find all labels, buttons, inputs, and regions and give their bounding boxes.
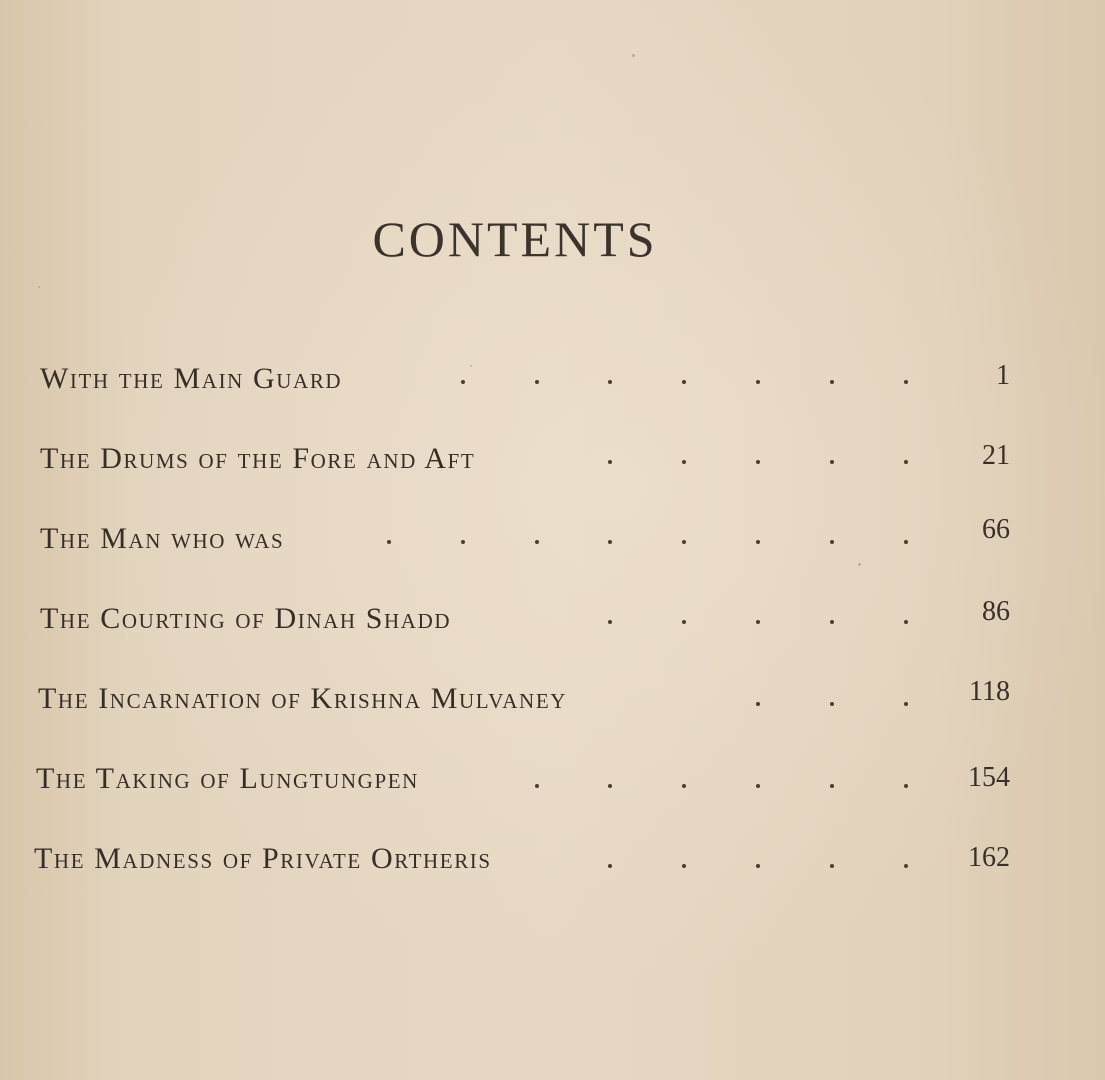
toc-entry-title: With the Main Guard xyxy=(40,362,343,395)
toc-entry xyxy=(0,514,1105,558)
leader-dot xyxy=(682,540,686,544)
toc-entry xyxy=(0,678,1105,718)
leader-dot xyxy=(535,380,539,384)
dot-leaders xyxy=(0,758,1105,798)
leader-dot xyxy=(682,864,686,868)
leader-dot xyxy=(535,540,539,544)
leader-dot xyxy=(461,380,465,384)
leader-dot xyxy=(682,784,686,788)
leader-dot xyxy=(682,460,686,464)
toc-entry-title: The Drums of the Fore and Aft xyxy=(40,442,476,475)
toc-entry-title: The Taking of Lungtungpen xyxy=(36,762,419,795)
leader-dot xyxy=(904,380,908,384)
toc-page-number: 118 xyxy=(969,676,1010,707)
toc-entry xyxy=(0,358,1105,398)
leader-dot xyxy=(830,460,834,464)
leader-dot xyxy=(756,784,760,788)
toc-entry-title: The Courting of Dinah Shadd xyxy=(40,602,452,635)
leader-dot xyxy=(608,540,612,544)
toc-page-number: 21 xyxy=(982,440,1010,471)
paper-speck xyxy=(38,286,40,288)
dot-leaders xyxy=(0,598,1105,638)
toc-entry xyxy=(0,438,1105,478)
leader-dot xyxy=(756,864,760,868)
leader-dot xyxy=(756,620,760,624)
leader-dot xyxy=(608,864,612,868)
leader-dot xyxy=(387,540,391,544)
leader-dot xyxy=(756,380,760,384)
leader-dot xyxy=(608,784,612,788)
leader-dot xyxy=(904,864,908,868)
leader-dot xyxy=(830,380,834,384)
toc-page-number: 66 xyxy=(982,514,1010,545)
toc-page-number: 1 xyxy=(996,360,1010,391)
toc-entry-title: The Madness of Private Ortheris xyxy=(34,842,492,875)
leader-dot xyxy=(608,620,612,624)
toc-entry-title: The Man who was xyxy=(40,522,285,555)
dot-leaders xyxy=(0,358,1105,398)
leader-dot xyxy=(608,380,612,384)
toc-entry xyxy=(0,758,1105,798)
leader-dot xyxy=(682,620,686,624)
leader-dot xyxy=(830,620,834,624)
leader-dot xyxy=(535,784,539,788)
leader-dot xyxy=(461,540,465,544)
dot-leaders xyxy=(0,518,1105,558)
leader-dot xyxy=(904,540,908,544)
leader-dot xyxy=(682,380,686,384)
dot-leaders xyxy=(0,438,1105,478)
leader-dot xyxy=(830,540,834,544)
leader-dot xyxy=(830,702,834,706)
leader-dot xyxy=(904,784,908,788)
toc-entry xyxy=(0,598,1105,638)
leader-dot xyxy=(904,460,908,464)
toc-page-number: 86 xyxy=(982,596,1010,627)
leader-dot xyxy=(830,864,834,868)
toc-page-number: 162 xyxy=(968,842,1010,873)
dot-leaders xyxy=(0,838,1105,878)
paper-speck xyxy=(858,563,861,566)
leader-dot xyxy=(756,460,760,464)
page-title: CONTENTS xyxy=(372,211,658,267)
toc-page-number: 154 xyxy=(968,762,1010,793)
leader-dot xyxy=(608,460,612,464)
leader-dot xyxy=(904,702,908,706)
toc-entry-title: The Incarnation of Krishna Mulvaney xyxy=(38,682,568,715)
leader-dot xyxy=(756,540,760,544)
leader-dot xyxy=(904,620,908,624)
paper-speck xyxy=(632,54,635,57)
leader-dot xyxy=(830,784,834,788)
toc-entry xyxy=(0,838,1105,878)
leader-dot xyxy=(756,702,760,706)
dot-leaders xyxy=(0,678,1105,718)
